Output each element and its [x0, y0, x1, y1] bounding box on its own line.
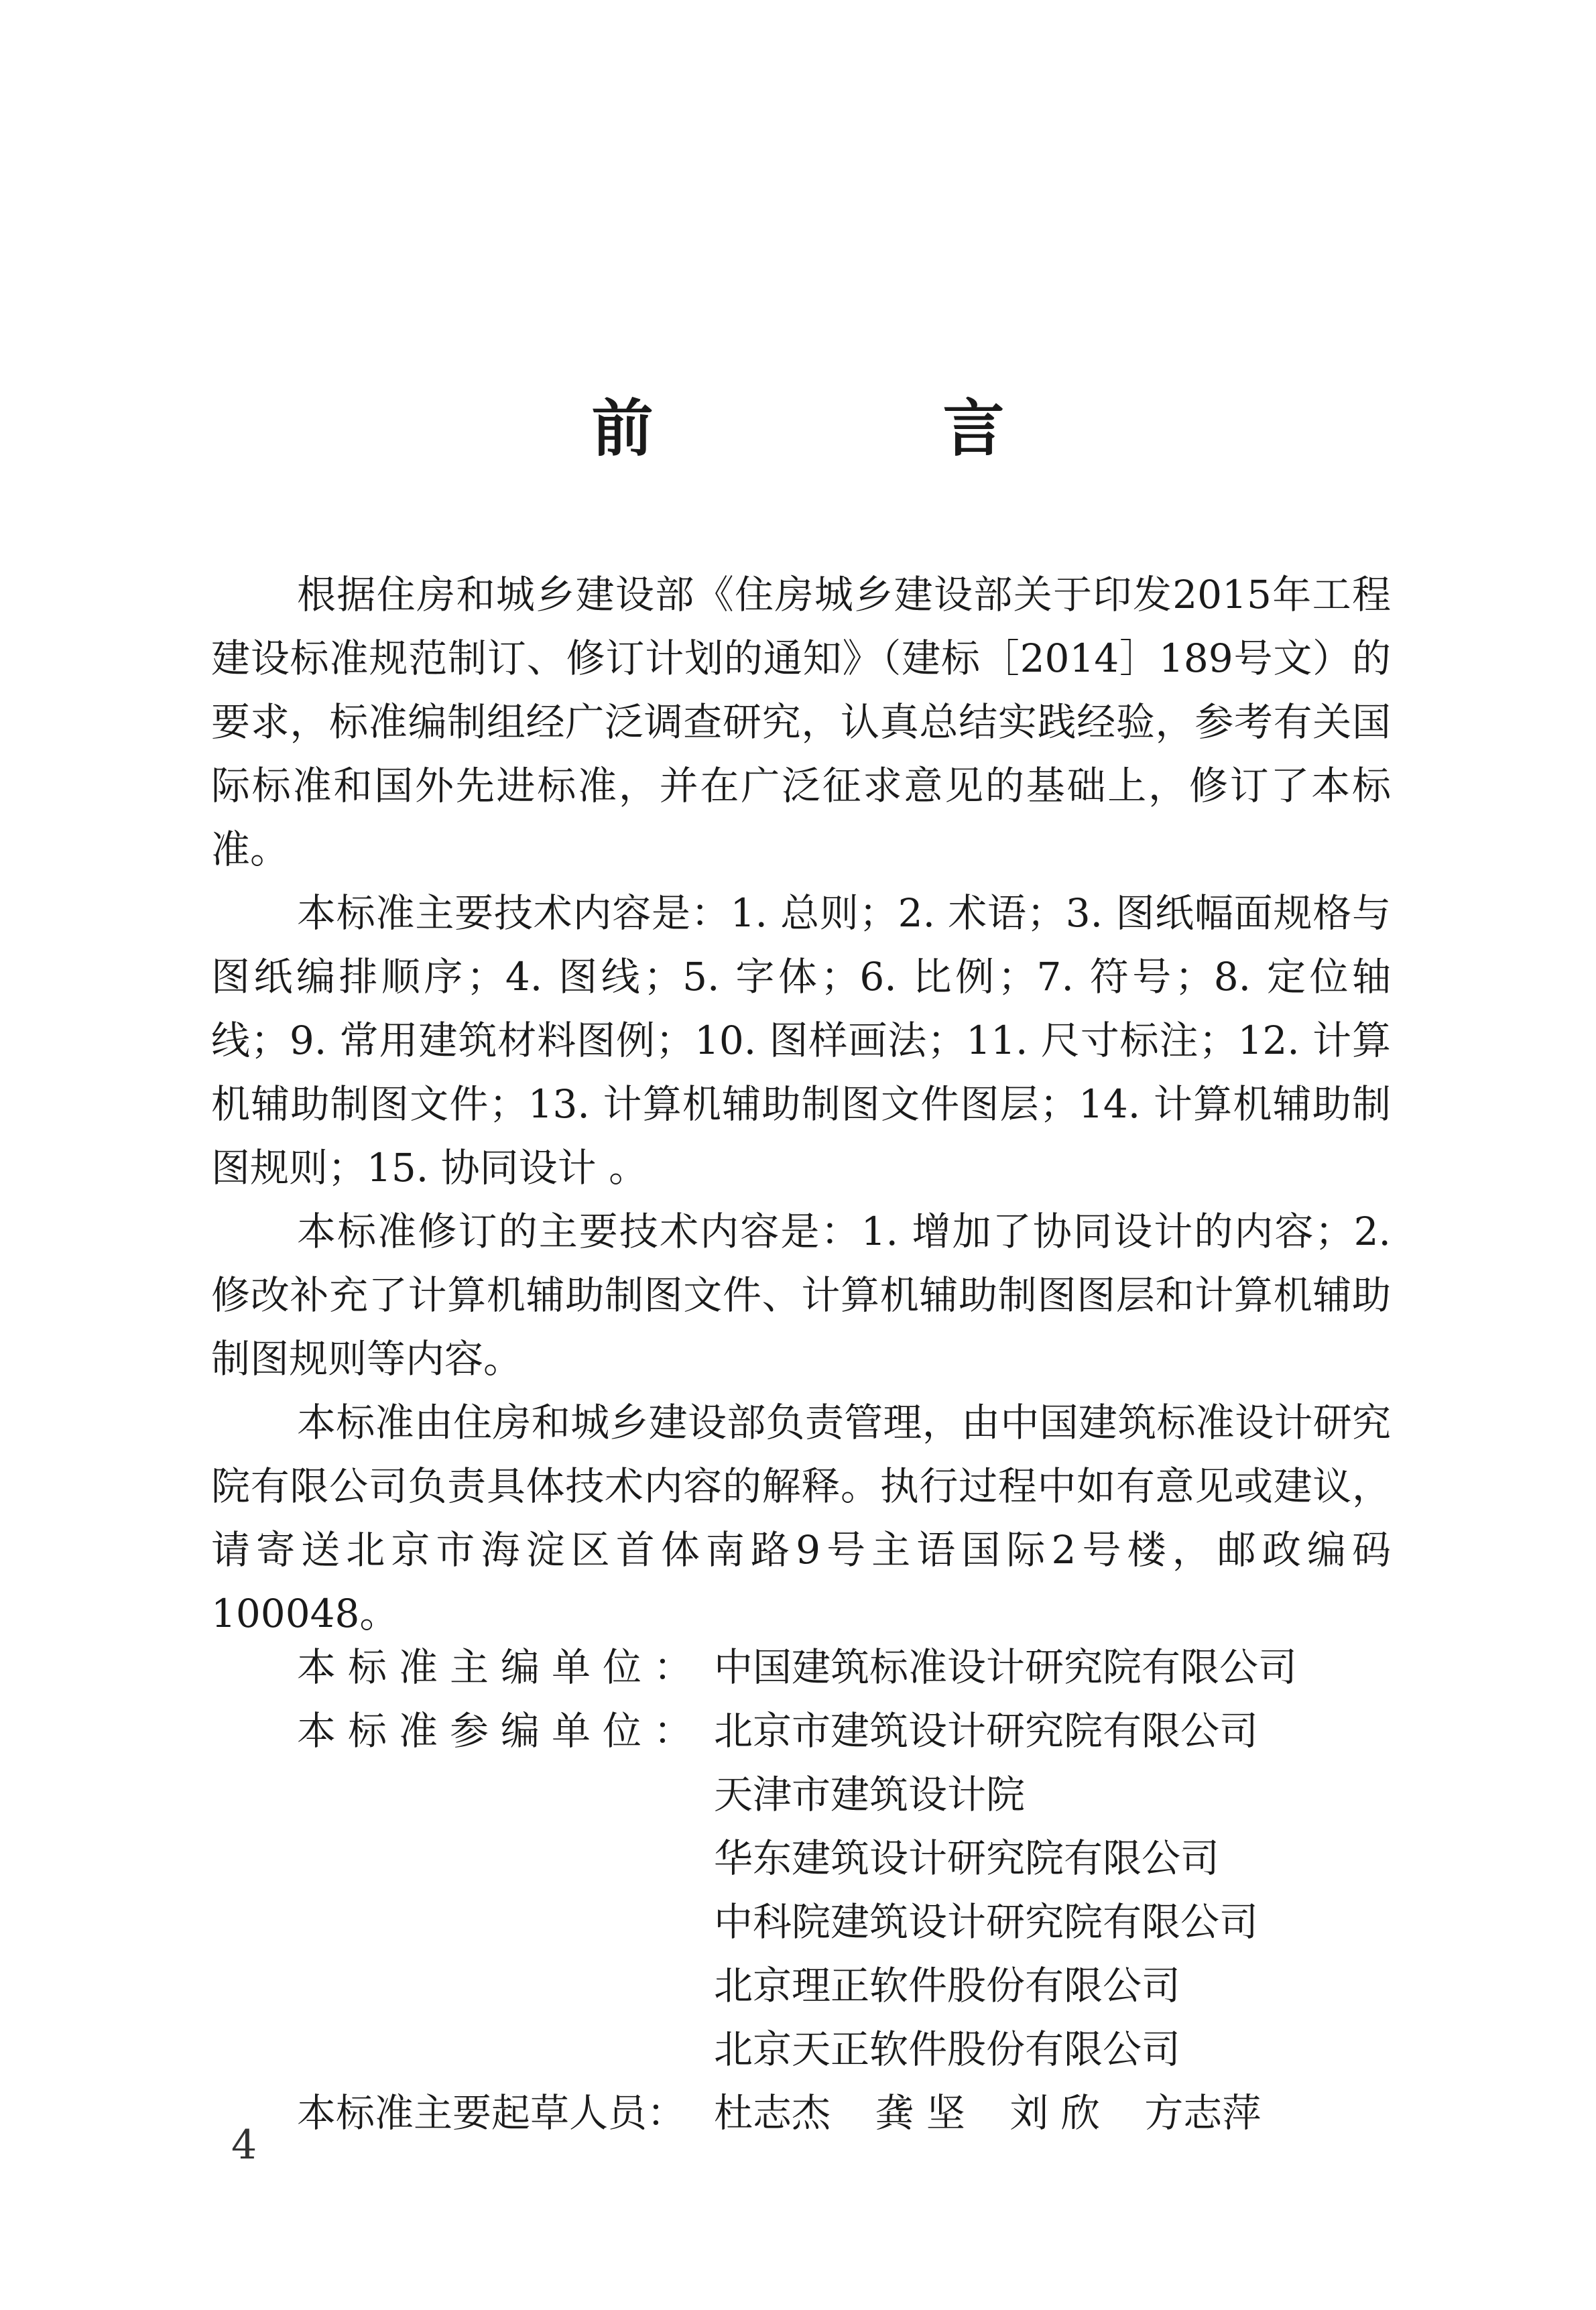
- drafter-name: 方志萍: [1144, 2090, 1262, 2136]
- participating-unit-value: 华东建筑设计研究院有限公司: [714, 1835, 1220, 1881]
- participating-unit-value: 天津市建筑设计院: [714, 1772, 1026, 1817]
- chief-unit-value: 中国建筑标准设计研究院有限公司: [714, 1644, 1298, 1690]
- paragraph-revision-content: 本标准修订的主要技术内容是：1. 增加了协同设计的内容；2. 修改补充了计算机辅助制图文件、计算机辅助制图图层和计算机辅助制图规则等内容。: [211, 1209, 1391, 1382]
- preface-body: [211, 563, 1391, 1646]
- participating-unit-row: [211, 1890, 1418, 1954]
- drafters-names: [714, 2081, 1293, 2145]
- participating-unit-row: [211, 2018, 1418, 2081]
- participating-unit-value: 北京市建筑设计研究院有限公司: [714, 1708, 1259, 1754]
- participating-unit-value: 中科院建筑设计研究院有限公司: [714, 1899, 1259, 1945]
- participating-unit-row: [211, 1827, 1418, 1890]
- drafters-label: 本标准主要起草人员：: [297, 2090, 686, 2136]
- participating-unit-value: 北京理正软件股份有限公司: [714, 1963, 1181, 2008]
- participating-unit-row: [211, 1699, 1418, 1763]
- chief-unit-label: 本标准主编单位：: [297, 1644, 705, 1690]
- paragraph-management: 本标准由住房和城乡建设部负责管理，由中国建筑标准设计研究院有限公司负责具体技术内容的解释。执行过程中如有意见或建议，请寄送北京市海淀区首体南路9号主语国际2号楼，邮政编码100048。: [211, 1400, 1391, 1636]
- page-title: 前 言: [591, 393, 1139, 465]
- drafter-name: 龚 坚: [875, 2090, 965, 2136]
- drafters-row: [211, 2081, 1418, 2145]
- chief-unit-row: [211, 1636, 1418, 1699]
- paragraph-basis: 根据住房和城乡建设部《住房城乡建设部关于印发2015年工程建设标准规范制订、修订计划的通知》（建标［2014］189号文）的要求，标准编制组经广泛调查研究，认真总结实践经验，参考有关国际标准和国外先进标准，并在广泛征求意见的基础上，修订了本标准。: [211, 572, 1391, 872]
- units-section: [211, 1636, 1418, 2145]
- participating-unit-row: [211, 1954, 1418, 2018]
- participating-unit-row: [211, 1763, 1418, 1827]
- drafter-name: 刘 欣: [1009, 2090, 1100, 2136]
- participating-unit-label: 本标准参编单位：: [297, 1708, 705, 1754]
- participating-unit-value: 北京天正软件股份有限公司: [714, 2026, 1181, 2072]
- page-number: 4: [231, 2122, 257, 2169]
- drafter-name: 杜志杰: [714, 2090, 831, 2136]
- paragraph-main-content: 本标准主要技术内容是：1. 总则；2. 术语；3. 图纸幅面规格与图纸编排顺序；4. 图线；5. 字体；6. 比例；7. 符号；8. 定位轴线；9. 常用建筑材料图例；10. 图样画法；11. 尺寸标注；12. 计算机辅助制图文件；13. 计算机辅助制图文件图层；14. 计算机辅助制图规则；15. 协同设计 。: [211, 890, 1391, 1191]
